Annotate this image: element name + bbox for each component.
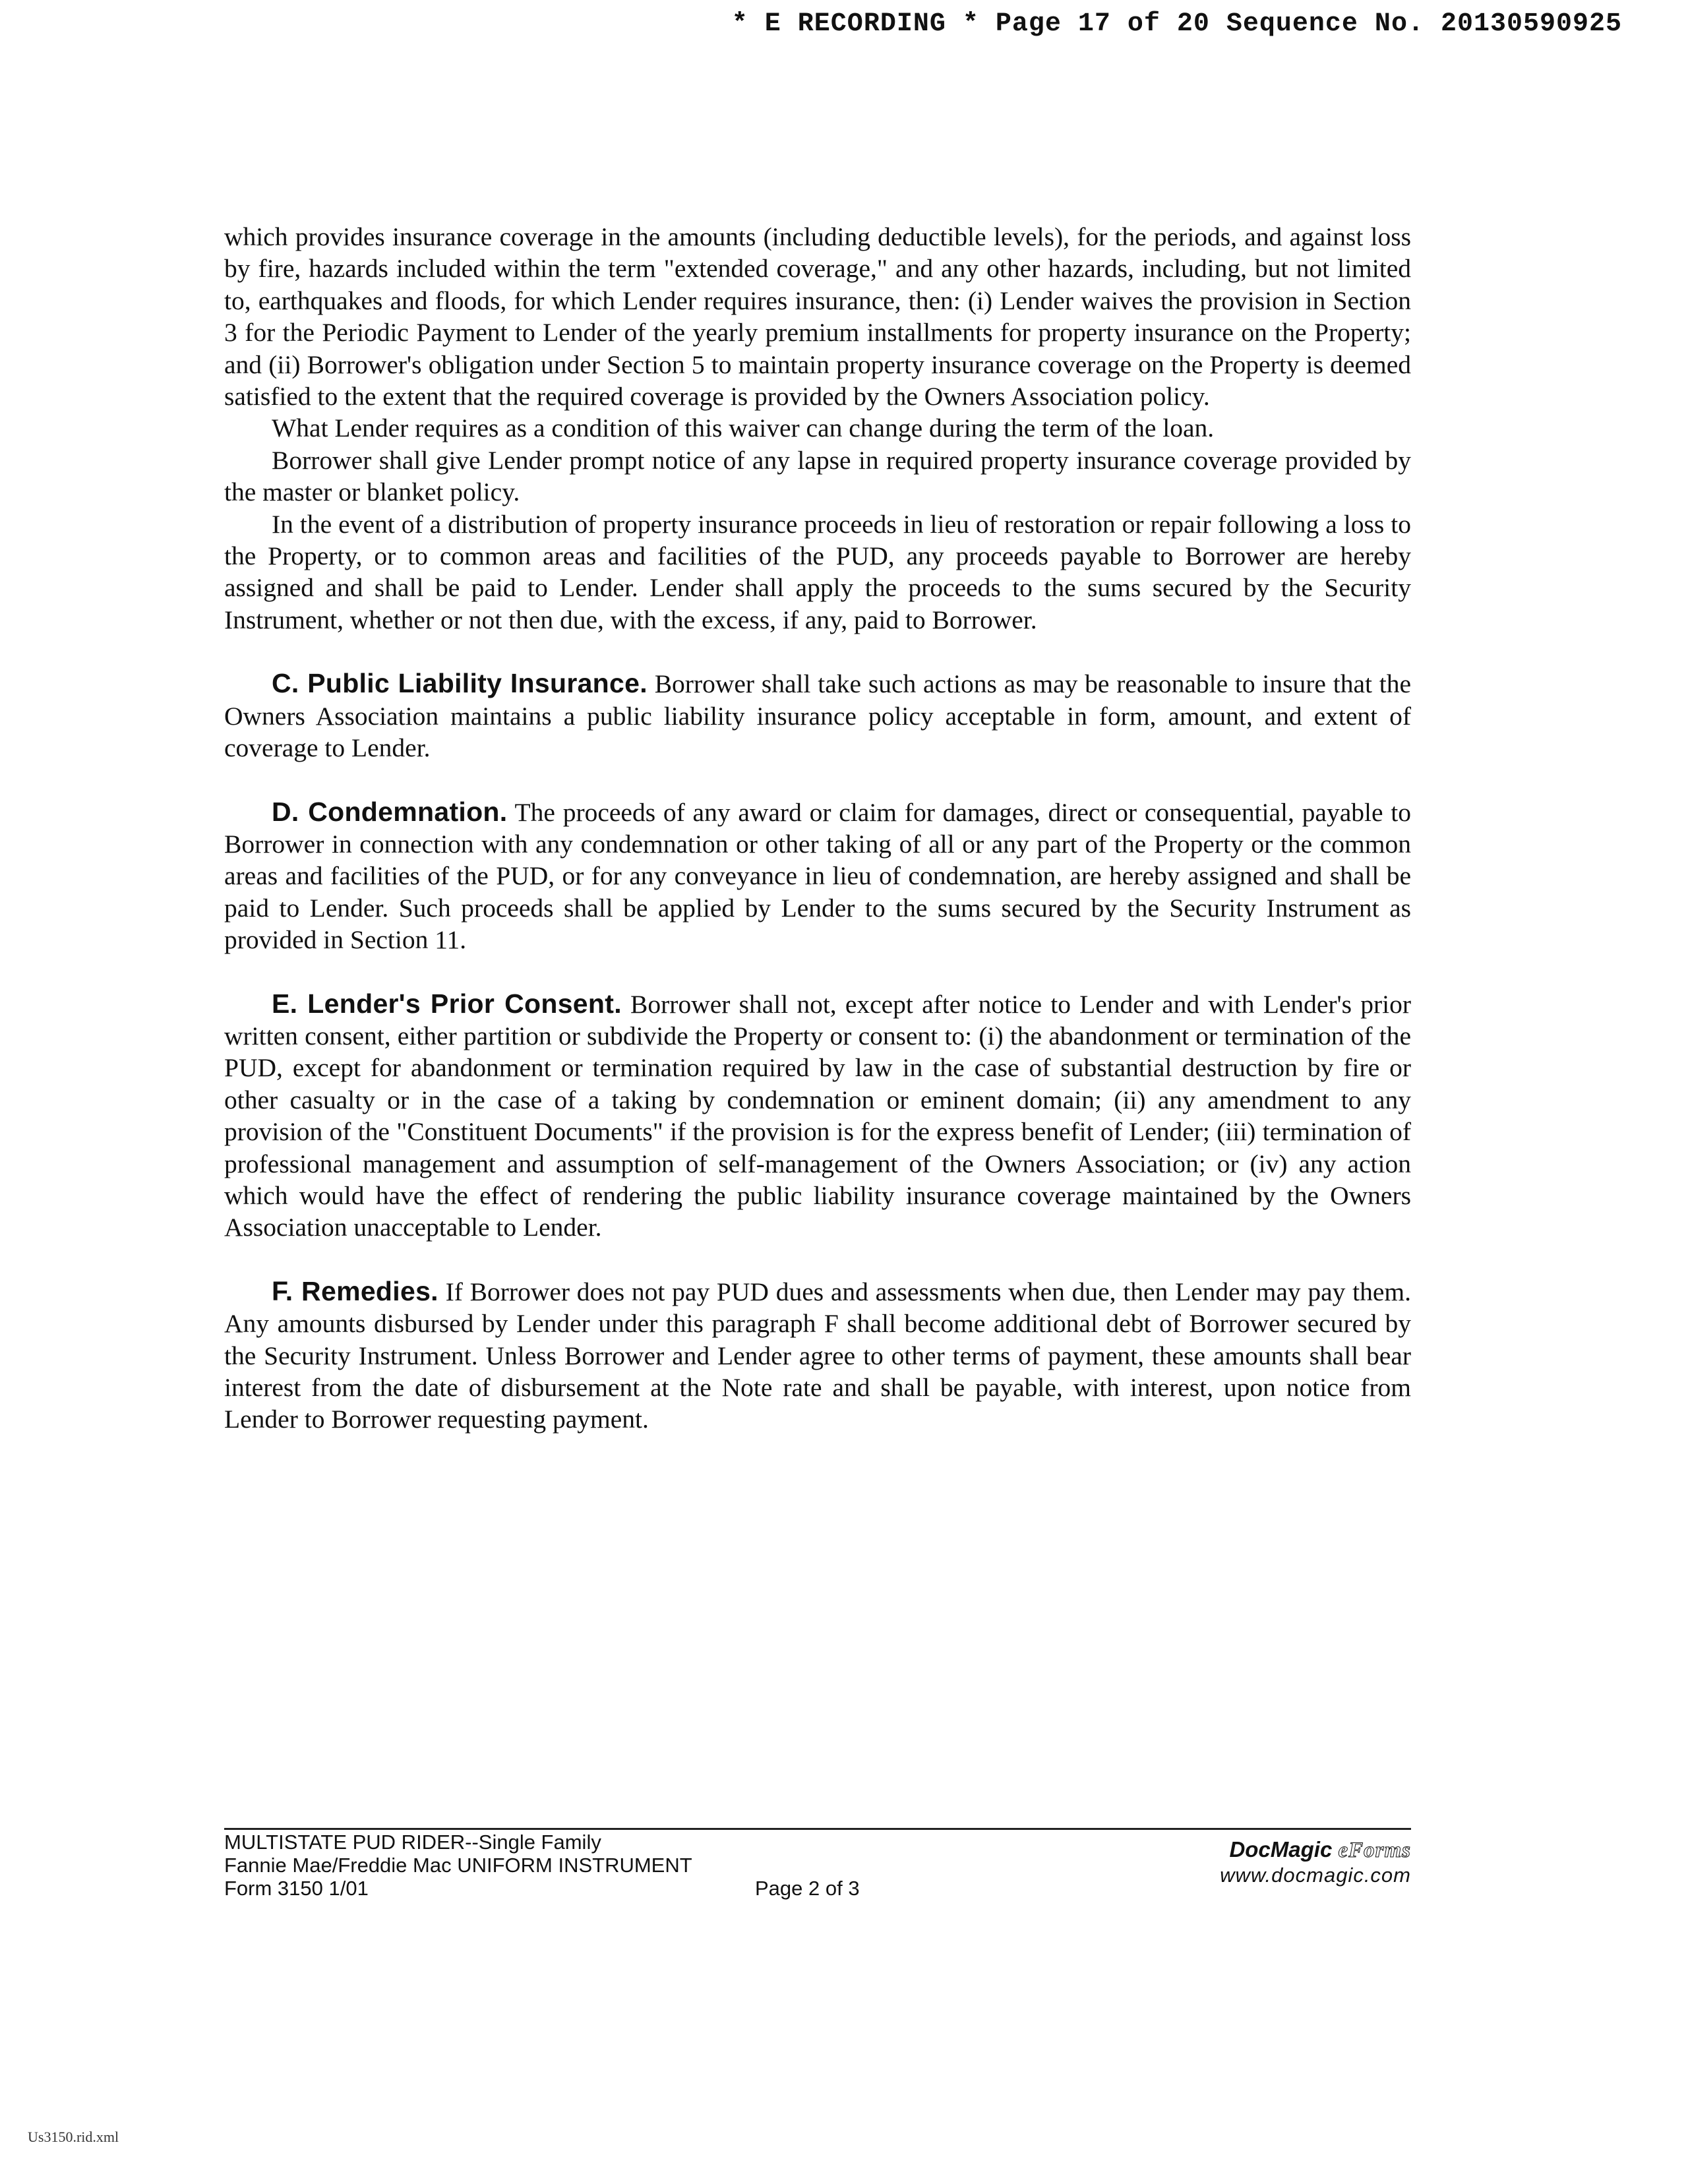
footer-brand (1220, 1837, 1411, 1888)
section-c-text: Borrower shall take such actions as may be reasonable to insure that the Owners Association maintains a public liability insurance policy acceptable in form, amount, and extent of coverage to Lender. (224, 669, 1411, 763)
footer-divider (224, 1828, 1411, 1830)
brand-url: www.docmagic.com (1220, 1864, 1411, 1887)
section-e-prior-consent (224, 988, 1411, 1244)
footer-form-number: Form 3150 1/01 (224, 1877, 369, 1900)
section-c-heading: C. Public Liability Insurance. (272, 668, 648, 699)
brand-name: DocMagic (1229, 1837, 1333, 1862)
waiver-paragraph: What Lender requires as a condition of this waiver can change during the term of the loan. (272, 413, 1215, 443)
footer-form-subtitle: Fannie Mae/Freddie Mac UNIFORM INSTRUMENT (224, 1854, 692, 1877)
footer-form-title: MULTISTATE PUD RIDER--Single Family (224, 1831, 601, 1854)
section-c-public-liability (224, 667, 1411, 764)
section-e-text: Borrower shall not, except after notice to Lender and with Lender's prior written consent, either partition or subdivide the Property or consent to: (i) the abandonment or termination of the PUD, except for abandonment or termination required by law in the case of substantial destruction by fire or other casualty or in the case of a taking by condemnation or eminent domain; (ii) any amendment to any provision of the "Constituent Documents" if the provision is for the express benefit of Lender; (iii) termination of professional management and assumption of self-management of the Owners Association; or (iv) any action which would have the effect of rendering the public liability insurance coverage maintained by the Owners Association unacceptable to Lender. (224, 989, 1411, 1242)
footer-page-number: Page 2 of 3 (755, 1877, 860, 1900)
section-f-text: If Borrower does not pay PUD dues and assessments when due, then Lender may pay them. Any amounts disbursed by Lender under this paragraph F shall become additional debt of Borrower secured by the Security Instrument. Unless Borrower and Lender agree to other terms of payment, these amounts shall bear interest from the date of disbursement at the Note rate and shall be payable, with interest, upon notice from Lender to Borrower requesting payment. (224, 1277, 1411, 1434)
section-f-remedies (224, 1275, 1411, 1436)
recording-header: * E RECORDING * Page 17 of 20 Sequence No. 20130590925 (731, 9, 1622, 39)
section-d-condemnation (224, 796, 1411, 956)
file-identifier: Us3150.rid.xml (28, 2129, 119, 2145)
section-f-heading: F. Remedies. (272, 1275, 438, 1306)
document-body (224, 221, 1411, 1436)
distribution-paragraph: In the event of a distribution of property insurance proceeds in lieu of restoration or repair following a loss to the Property, or to common areas and facilities of the PUD, any proceeds payable to Borrower are hereby assigned and shall be paid to Lender. Lender shall apply the proceeds to the sums secured by the Security Instrument, whether or not then due, with the excess, if any, paid to Borrower. (224, 509, 1411, 634)
section-d-text: The proceeds of any award or claim for damages, direct or consequential, payable to Borrower in connection with any condemnation or other taking of all or any part of the Property or the common areas and facilities of the PUD, or for any conveyance in lieu of condemnation, are hereby assigned and shall be paid to Lender. Such proceeds shall be applied by Lender to the sums secured by the Security Instrument as provided in Section 11. (224, 797, 1411, 955)
notice-paragraph: Borrower shall give Lender prompt notice of any lapse in required property insurance coverage provided by the master or blanket policy. (224, 445, 1411, 507)
footer-form-info (224, 1831, 692, 1900)
section-d-heading: D. Condemnation. (272, 796, 508, 827)
brand-suffix: eForms (1338, 1838, 1411, 1862)
brand-logo (1220, 1837, 1411, 1863)
opening-paragraph: which provides insurance coverage in the amounts (including deductible levels), for the periods, and against loss by fire, hazards included within the term "extended coverage," and any other hazards, including, but not limited to, earthquakes and floods, for which Lender requires insurance, then: (i) Lender waives the provision in Section 3 for the Periodic Payment to Lender of the yearly premium installments for property insurance on the Property; and (ii) Borrower's obligation under Section 5 to maintain property insurance coverage on the Property is deemed satisfied to the extent that the required coverage is provided by the Owners Association policy. (224, 222, 1411, 411)
section-e-heading: E. Lender's Prior Consent. (272, 988, 622, 1019)
